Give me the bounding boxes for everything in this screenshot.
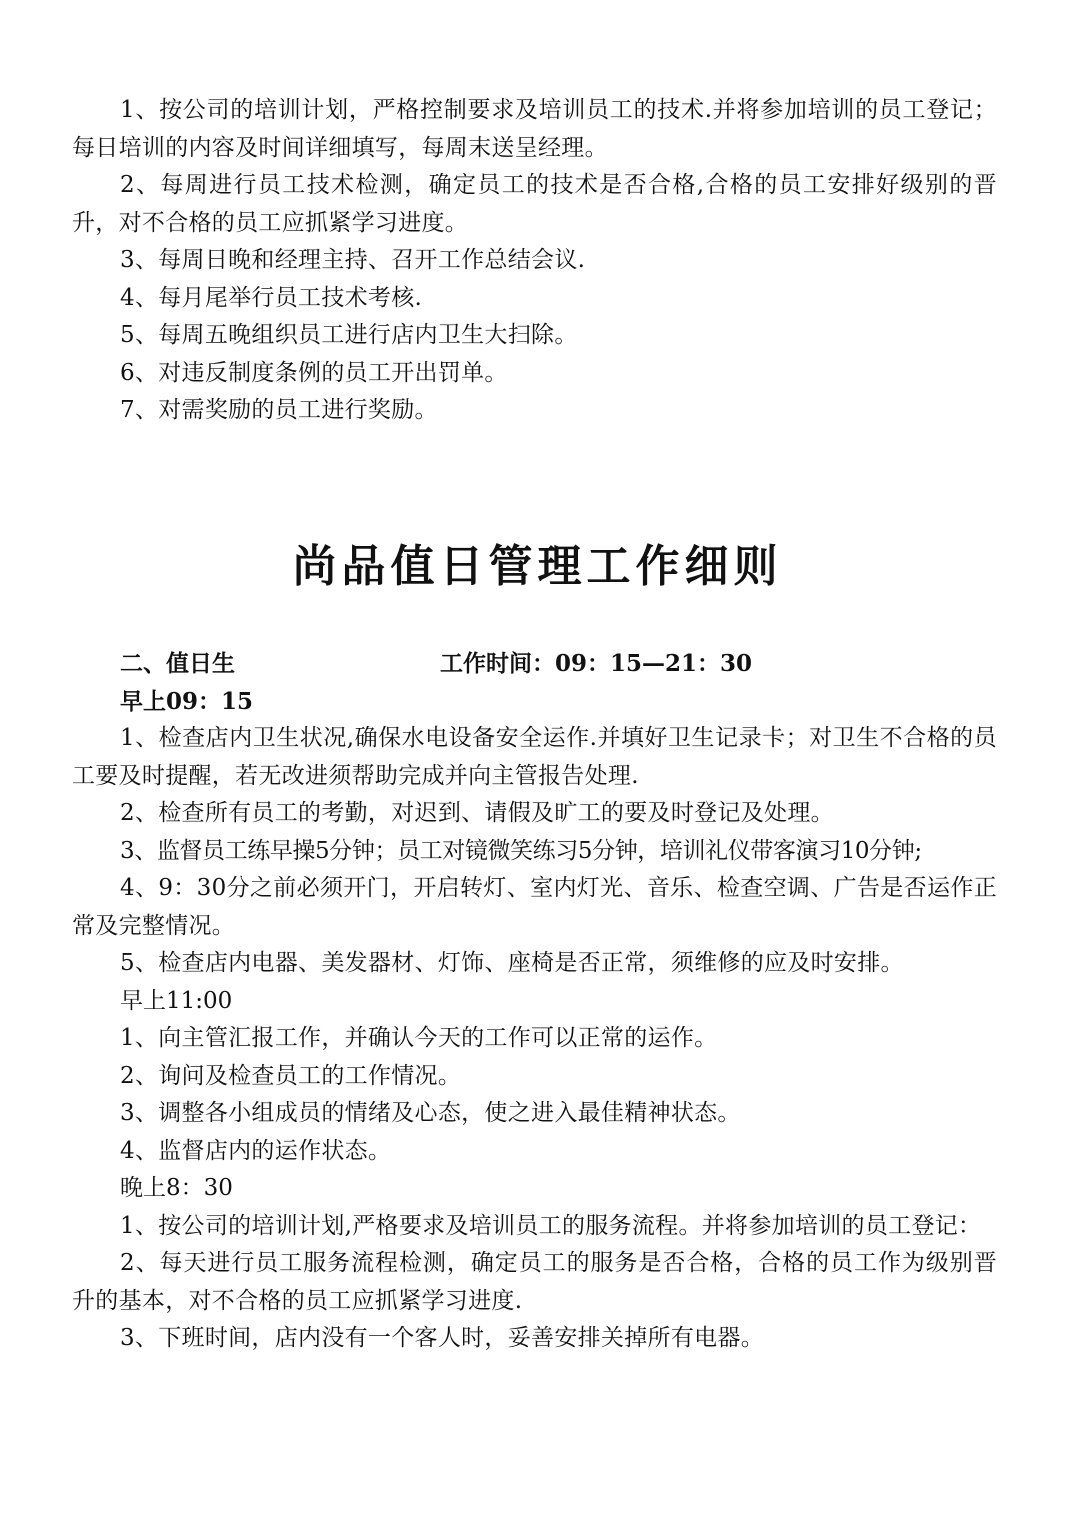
- rule-item: 2、每周进行员工技术检测，确定员工的技术是否合格,合格的员工安排好级别的晋升，对不合格的员工应抓紧学习进度。: [72, 172, 997, 236]
- section-header: [72, 645, 997, 683]
- rule-item: 5、每周五晚组织员工进行店内卫生大扫除。: [120, 322, 578, 348]
- duty-item: 2、询问及检查员工的工作情况。: [120, 1062, 462, 1089]
- rule-item: 4、每月尾举行员工技术考核.: [120, 284, 423, 311]
- duty-item: 2、每天进行员工服务流程检测，确定员工的服务是否合格，合格的员工作为级别晋升的基本，对不合格的员工应抓紧学习进度.: [72, 1250, 997, 1314]
- time-label-evening: 晚上8：30: [120, 1175, 233, 1201]
- duty-item: 3、调整各小组成员的情绪及心态，使之进入最佳精神状态。: [120, 1100, 741, 1126]
- time-label-morning1: 早上09：15: [120, 687, 254, 715]
- duty-item: 1、检查店内卫生状况,确保水电设备安全运作.并填好卫生记录卡；对卫生不合格的员工要及时提醒，若无改进须帮助完成并向主管报告处理.: [72, 725, 997, 789]
- duty-item: 1、按公司的培训计划,严格要求及培训员工的服务流程。并将参加培训的员工登记：: [120, 1212, 982, 1239]
- top-rules-list: [72, 92, 997, 430]
- duty-item: 4、9：30分之前必须开门，开启转灯、室内灯光、音乐、检查空调、广告是否运作正常及完整情况。: [72, 875, 997, 939]
- duty-item: 1、向主管汇报工作，并确认今天的工作可以正常的运作。: [120, 1025, 718, 1051]
- duty-item: 5、检查店内电器、美发器材、灯饰、座椅是否正常，须维修的应及时安排。: [120, 950, 904, 976]
- duty-item: 4、监督店内的运作状态。: [120, 1137, 392, 1164]
- duty-item: 2、检查所有员工的考勤，对迟到、请假及旷工的要及时登记及处理。: [120, 800, 834, 826]
- duty-item: 3、下班时间，店内没有一个客人时，妥善安排关掉所有电器。: [120, 1325, 765, 1351]
- rule-item: 1、按公司的培训计划，严格控制要求及培训员工的技术.并将参加培训的员工登记；每日培训的内容及时间详细填写，每周末送呈经理。: [72, 97, 997, 161]
- duty-item: 3、监督员工练早操5分钟；员工对镜微笑练习5分钟，培训礼仪带客演习10分钟;: [120, 837, 922, 864]
- rule-item: 6、对违反制度条例的员工开出罚单。: [120, 359, 508, 386]
- work-time: 工作时间：09：15—21：30: [440, 650, 753, 677]
- rule-item: 7、对需奖励的员工进行奖励。: [120, 397, 438, 423]
- time-label-morning2: 早上11:00: [120, 987, 233, 1014]
- section-heading: 二、值日生: [120, 650, 235, 677]
- document-title: 尚品值日管理工作细则: [292, 541, 783, 592]
- rule-item: 3、每周日晚和经理主持、召开工作总结会议.: [120, 247, 586, 273]
- duty-section: [72, 645, 997, 1358]
